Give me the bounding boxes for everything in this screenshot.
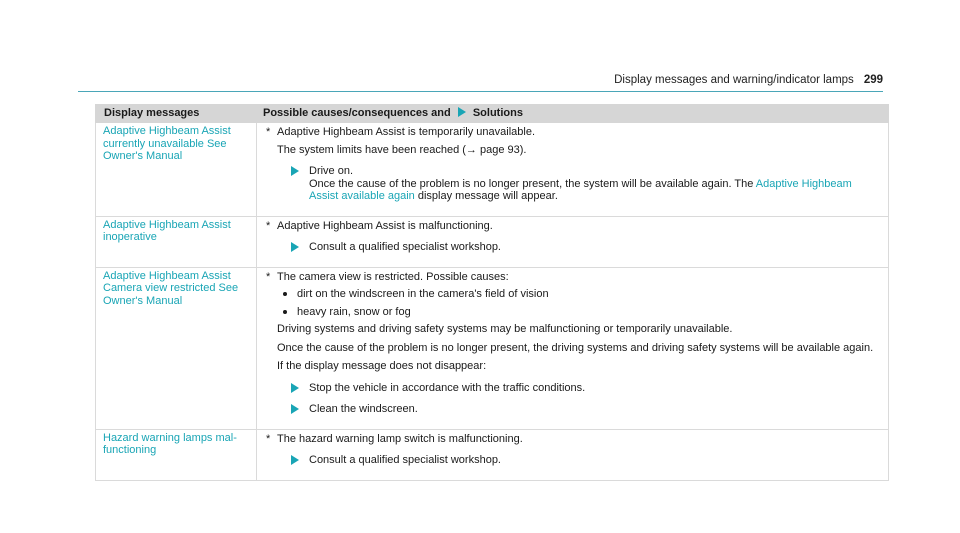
table-row bbox=[96, 123, 889, 217]
display-message: Adaptive Highbeam Assist currently unavailable See Owner's Manual bbox=[103, 125, 231, 162]
solution-step-text: Consult a qualified specialist workshop. bbox=[309, 454, 501, 466]
display-message: Hazard warning lamps mal-functioning bbox=[103, 431, 237, 456]
cause-text: The hazard warning lamp switch is malfunctioning. bbox=[277, 432, 523, 445]
solution-step-text: Drive on. bbox=[309, 165, 354, 177]
solution-step-followup bbox=[309, 178, 882, 203]
detail-text: The system limits have been reached (→ page 93). bbox=[277, 143, 527, 156]
cause-text: Adaptive Highbeam Assist is temporarily unavailable. bbox=[277, 126, 536, 138]
cause-line bbox=[263, 126, 882, 139]
solution-step-text: Stop the vehicle in accordance with the traffic conditions. bbox=[309, 381, 586, 394]
header-text bbox=[614, 74, 883, 86]
message-cell bbox=[96, 267, 257, 429]
col-header-messages: Display messages bbox=[96, 105, 257, 123]
display-message: Adaptive Highbeam Assist Camera view restricted See Owner's Manual bbox=[103, 269, 239, 307]
arrow-right-icon bbox=[291, 455, 299, 465]
cause-marker: * bbox=[266, 126, 271, 138]
bullet-icon bbox=[283, 292, 287, 296]
table-row bbox=[96, 216, 889, 267]
solution-step bbox=[277, 165, 882, 203]
cause-cell bbox=[257, 123, 889, 217]
cause-text: Adaptive Highbeam Assist is malfunctioning. bbox=[277, 219, 493, 232]
arrow-right-icon bbox=[291, 242, 299, 252]
cause-marker: * bbox=[266, 219, 271, 232]
solution-step-text: Consult a qualified specialist workshop. bbox=[309, 241, 501, 253]
table-row bbox=[96, 267, 889, 429]
cause-cell bbox=[257, 267, 889, 429]
arrow-right-icon bbox=[291, 383, 299, 393]
solution-step-content bbox=[309, 165, 882, 203]
display-message-reference: Adaptive Highbeam Assist available again bbox=[309, 177, 852, 202]
cause-bullet bbox=[283, 306, 882, 319]
solution-step bbox=[277, 382, 882, 395]
cause-line bbox=[263, 271, 882, 284]
arrow-right-icon bbox=[291, 404, 299, 414]
message-cell bbox=[96, 123, 257, 217]
arrow-right-icon bbox=[291, 166, 299, 176]
bullet-text: heavy rain, snow or fog bbox=[297, 305, 411, 318]
cause-text: The camera view is restricted. Possible causes: bbox=[277, 270, 509, 283]
cause-marker: * bbox=[266, 270, 271, 283]
display-message: Adaptive Highbeam Assist inoperative bbox=[103, 218, 231, 243]
consequence-text: Once the cause of the problem is no longer present, the driving systems and driving safety systems will be available again. bbox=[277, 341, 874, 354]
arrow-right-icon bbox=[458, 107, 466, 117]
col-header-causes-text: Possible causes/consequences and bbox=[263, 107, 451, 120]
solution-step-text: Clean the windscreen. bbox=[309, 403, 418, 415]
display-messages-table bbox=[95, 104, 889, 481]
page-number: 299 bbox=[863, 74, 883, 86]
table-header-row bbox=[96, 105, 889, 123]
solution-step-text-b: Once the cause of the problem is no longer present, the system will be available again. The bbox=[309, 177, 754, 190]
consequence-text: If the display message does not disappear: bbox=[277, 360, 487, 372]
consequence-text: Driving systems and driving safety systems may be malfunctioning or temporarily unavailable. bbox=[277, 323, 733, 335]
message-cell bbox=[96, 429, 257, 480]
solution-step-text-c: display message will appear. bbox=[417, 190, 558, 202]
cause-bullet bbox=[283, 288, 882, 301]
solution-step bbox=[277, 454, 882, 467]
bullet-text: dirt on the windscreen in the camera's field of vision bbox=[297, 288, 549, 300]
cause-cell bbox=[257, 429, 889, 480]
page-header bbox=[78, 71, 883, 92]
bullet-icon bbox=[283, 310, 287, 314]
cause-cell bbox=[257, 216, 889, 267]
cause-marker: * bbox=[266, 432, 271, 445]
col-header-causes bbox=[257, 105, 889, 123]
cause-line bbox=[263, 220, 882, 233]
section-title: Display messages and warning/indicator lamps bbox=[614, 74, 854, 86]
cause-line bbox=[263, 433, 882, 446]
message-cell bbox=[96, 216, 257, 267]
solution-step bbox=[277, 403, 882, 416]
col-header-solutions-text: Solutions bbox=[472, 107, 523, 120]
solution-step bbox=[277, 241, 882, 254]
table-row bbox=[96, 429, 889, 480]
